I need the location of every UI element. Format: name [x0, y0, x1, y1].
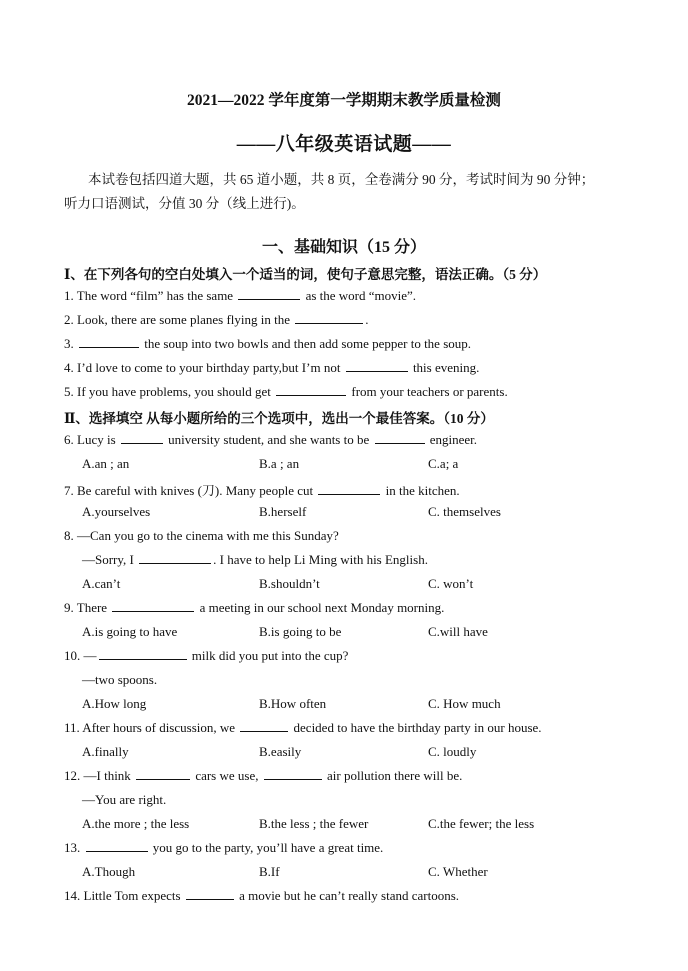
question-1 — [64, 288, 416, 304]
option-b[interactable]: B.a ; an — [259, 456, 300, 471]
question-text: . I have to help Li Ming with his English. — [213, 552, 428, 567]
answer-blank[interactable] — [136, 768, 190, 780]
question-text: milk did you put into the cup? — [191, 648, 349, 663]
question-text: 14. Little Tom expects — [64, 888, 181, 903]
question-text: you go to the party, you’ll have a great time. — [152, 840, 384, 855]
question-text: 8. —Can you go to the cinema with me this Sunday? — [64, 528, 339, 543]
question-text: the soup into two bowls and then add some pepper to the soup. — [144, 336, 472, 351]
option-c[interactable]: C.a; a — [428, 456, 459, 471]
question-text: decided to have the birthday party in our house. — [293, 720, 542, 735]
answer-blank[interactable] — [240, 720, 288, 732]
question-2 — [64, 312, 369, 328]
question-text: 11. After hours of discussion, we — [64, 720, 236, 735]
question-text: 5. If you have problems, you should get — [64, 384, 271, 399]
question-text: cars we use, — [195, 768, 259, 783]
question-text: 1. The word “film” has the same — [64, 288, 234, 303]
question-8 — [64, 528, 339, 544]
question-7 — [64, 480, 460, 499]
option-b[interactable]: B.How often — [259, 696, 327, 711]
answer-blank[interactable] — [318, 483, 380, 495]
question-text: 2. Look, there are some planes flying in the — [64, 312, 290, 327]
option-c[interactable]: C.will have — [428, 624, 488, 639]
option-c[interactable]: C. themselves — [428, 504, 501, 519]
answer-blank[interactable] — [121, 432, 163, 444]
question-text: 6. Lucy is — [64, 432, 116, 447]
question-text: engineer. — [429, 432, 478, 447]
question-text: this evening. — [412, 360, 480, 375]
option-a[interactable]: A.finally — [82, 744, 129, 759]
answer-blank[interactable] — [346, 360, 408, 372]
question-9 — [64, 600, 444, 616]
question-text: in the kitchen. — [385, 483, 460, 498]
answer-blank[interactable] — [86, 840, 148, 852]
option-b[interactable]: B.easily — [259, 744, 302, 759]
answer-blank[interactable] — [276, 384, 346, 396]
option-a[interactable]: A.an ; an — [82, 456, 130, 471]
question-text: as the word “movie”. — [305, 288, 417, 303]
answer-blank[interactable] — [186, 888, 234, 900]
part-2-title: Ⅱ、选择填空 从每小题所给的三个选项中，选出一个最佳答案。（10 分） — [64, 411, 494, 426]
option-a[interactable]: A.is going to have — [82, 624, 178, 639]
question-text: 7. Be careful with knives (刀). Many people cut — [64, 483, 314, 498]
question-10-reply — [82, 672, 157, 688]
question-text: a movie but he can’t really stand cartoons. — [239, 888, 460, 903]
intro-line-2: 听力口语测试，分值 30 分（线上进行)。 — [64, 196, 305, 211]
answer-blank[interactable] — [238, 288, 300, 300]
option-a[interactable]: A.yourselves — [82, 504, 151, 519]
question-text: university student, and she wants to be — [168, 432, 370, 447]
intro-line-1: 本试卷包括四道大题，共 65 道小题，共 8 页，全卷满分 90 分，考试时间为 90 分钟； — [88, 172, 595, 187]
option-a[interactable]: A.the more ; the less — [82, 816, 190, 831]
option-a[interactable]: A.How long — [82, 696, 147, 711]
answer-blank[interactable] — [264, 768, 322, 780]
option-b[interactable]: B.herself — [259, 504, 307, 519]
question-text: 9. There — [64, 600, 108, 615]
question-11 — [64, 720, 542, 736]
question-text: 12. —I think — [64, 768, 131, 783]
option-a[interactable]: A.Though — [82, 864, 136, 879]
question-text: —You are right. — [82, 792, 167, 807]
question-text: 13. — [64, 840, 81, 855]
option-b[interactable]: B.shouldn’t — [259, 576, 320, 591]
question-4 — [64, 360, 479, 376]
question-13 — [64, 840, 383, 856]
option-c[interactable]: C. How much — [428, 696, 501, 711]
exam-title: 2021—2022 学年度第一学期期末教学质量检测 — [187, 92, 501, 109]
question-text: . — [365, 312, 369, 327]
option-b[interactable]: B.the less ; the fewer — [259, 816, 369, 831]
exam-subtitle: ——八年级英语试题—— — [236, 134, 452, 155]
option-c[interactable]: C.the fewer; the less — [428, 816, 535, 831]
answer-blank[interactable] — [375, 432, 425, 444]
option-b[interactable]: B.If — [259, 864, 280, 879]
question-text: from your teachers or parents. — [351, 384, 508, 399]
answer-blank[interactable] — [139, 552, 211, 564]
answer-blank[interactable] — [295, 312, 363, 324]
question-text: —Sorry, I — [82, 552, 134, 567]
question-text: a meeting in our school next Monday morning. — [199, 600, 445, 615]
option-b[interactable]: B.is going to be — [259, 624, 342, 639]
question-5 — [64, 384, 508, 400]
answer-blank[interactable] — [99, 648, 187, 660]
option-c[interactable]: C. Whether — [428, 864, 488, 879]
section-heading: 一、基础知识（15 分） — [261, 239, 426, 256]
question-text: 10. — — [64, 648, 97, 663]
question-text: 3. — [64, 336, 74, 351]
question-10 — [64, 648, 348, 664]
option-a[interactable]: A.can’t — [82, 576, 121, 591]
question-3 — [64, 336, 471, 352]
answer-blank[interactable] — [79, 336, 139, 348]
answer-blank[interactable] — [112, 600, 194, 612]
question-text: air pollution there will be. — [326, 768, 463, 783]
option-c[interactable]: C. won’t — [428, 576, 474, 591]
question-text: —two spoons. — [82, 672, 158, 687]
question-14 — [64, 888, 459, 904]
part-1-title: Ⅰ、在下列各句的空白处填入一个适当的词，使句子意思完整，语法正确。（5 分） — [64, 267, 547, 282]
option-c[interactable]: C. loudly — [428, 744, 477, 759]
question-text: 4. I’d love to come to your birthday party,but I’m not — [64, 360, 341, 375]
question-12 — [64, 768, 462, 784]
question-12-reply — [82, 792, 166, 808]
question-6 — [64, 432, 477, 448]
question-8-reply — [82, 552, 428, 568]
